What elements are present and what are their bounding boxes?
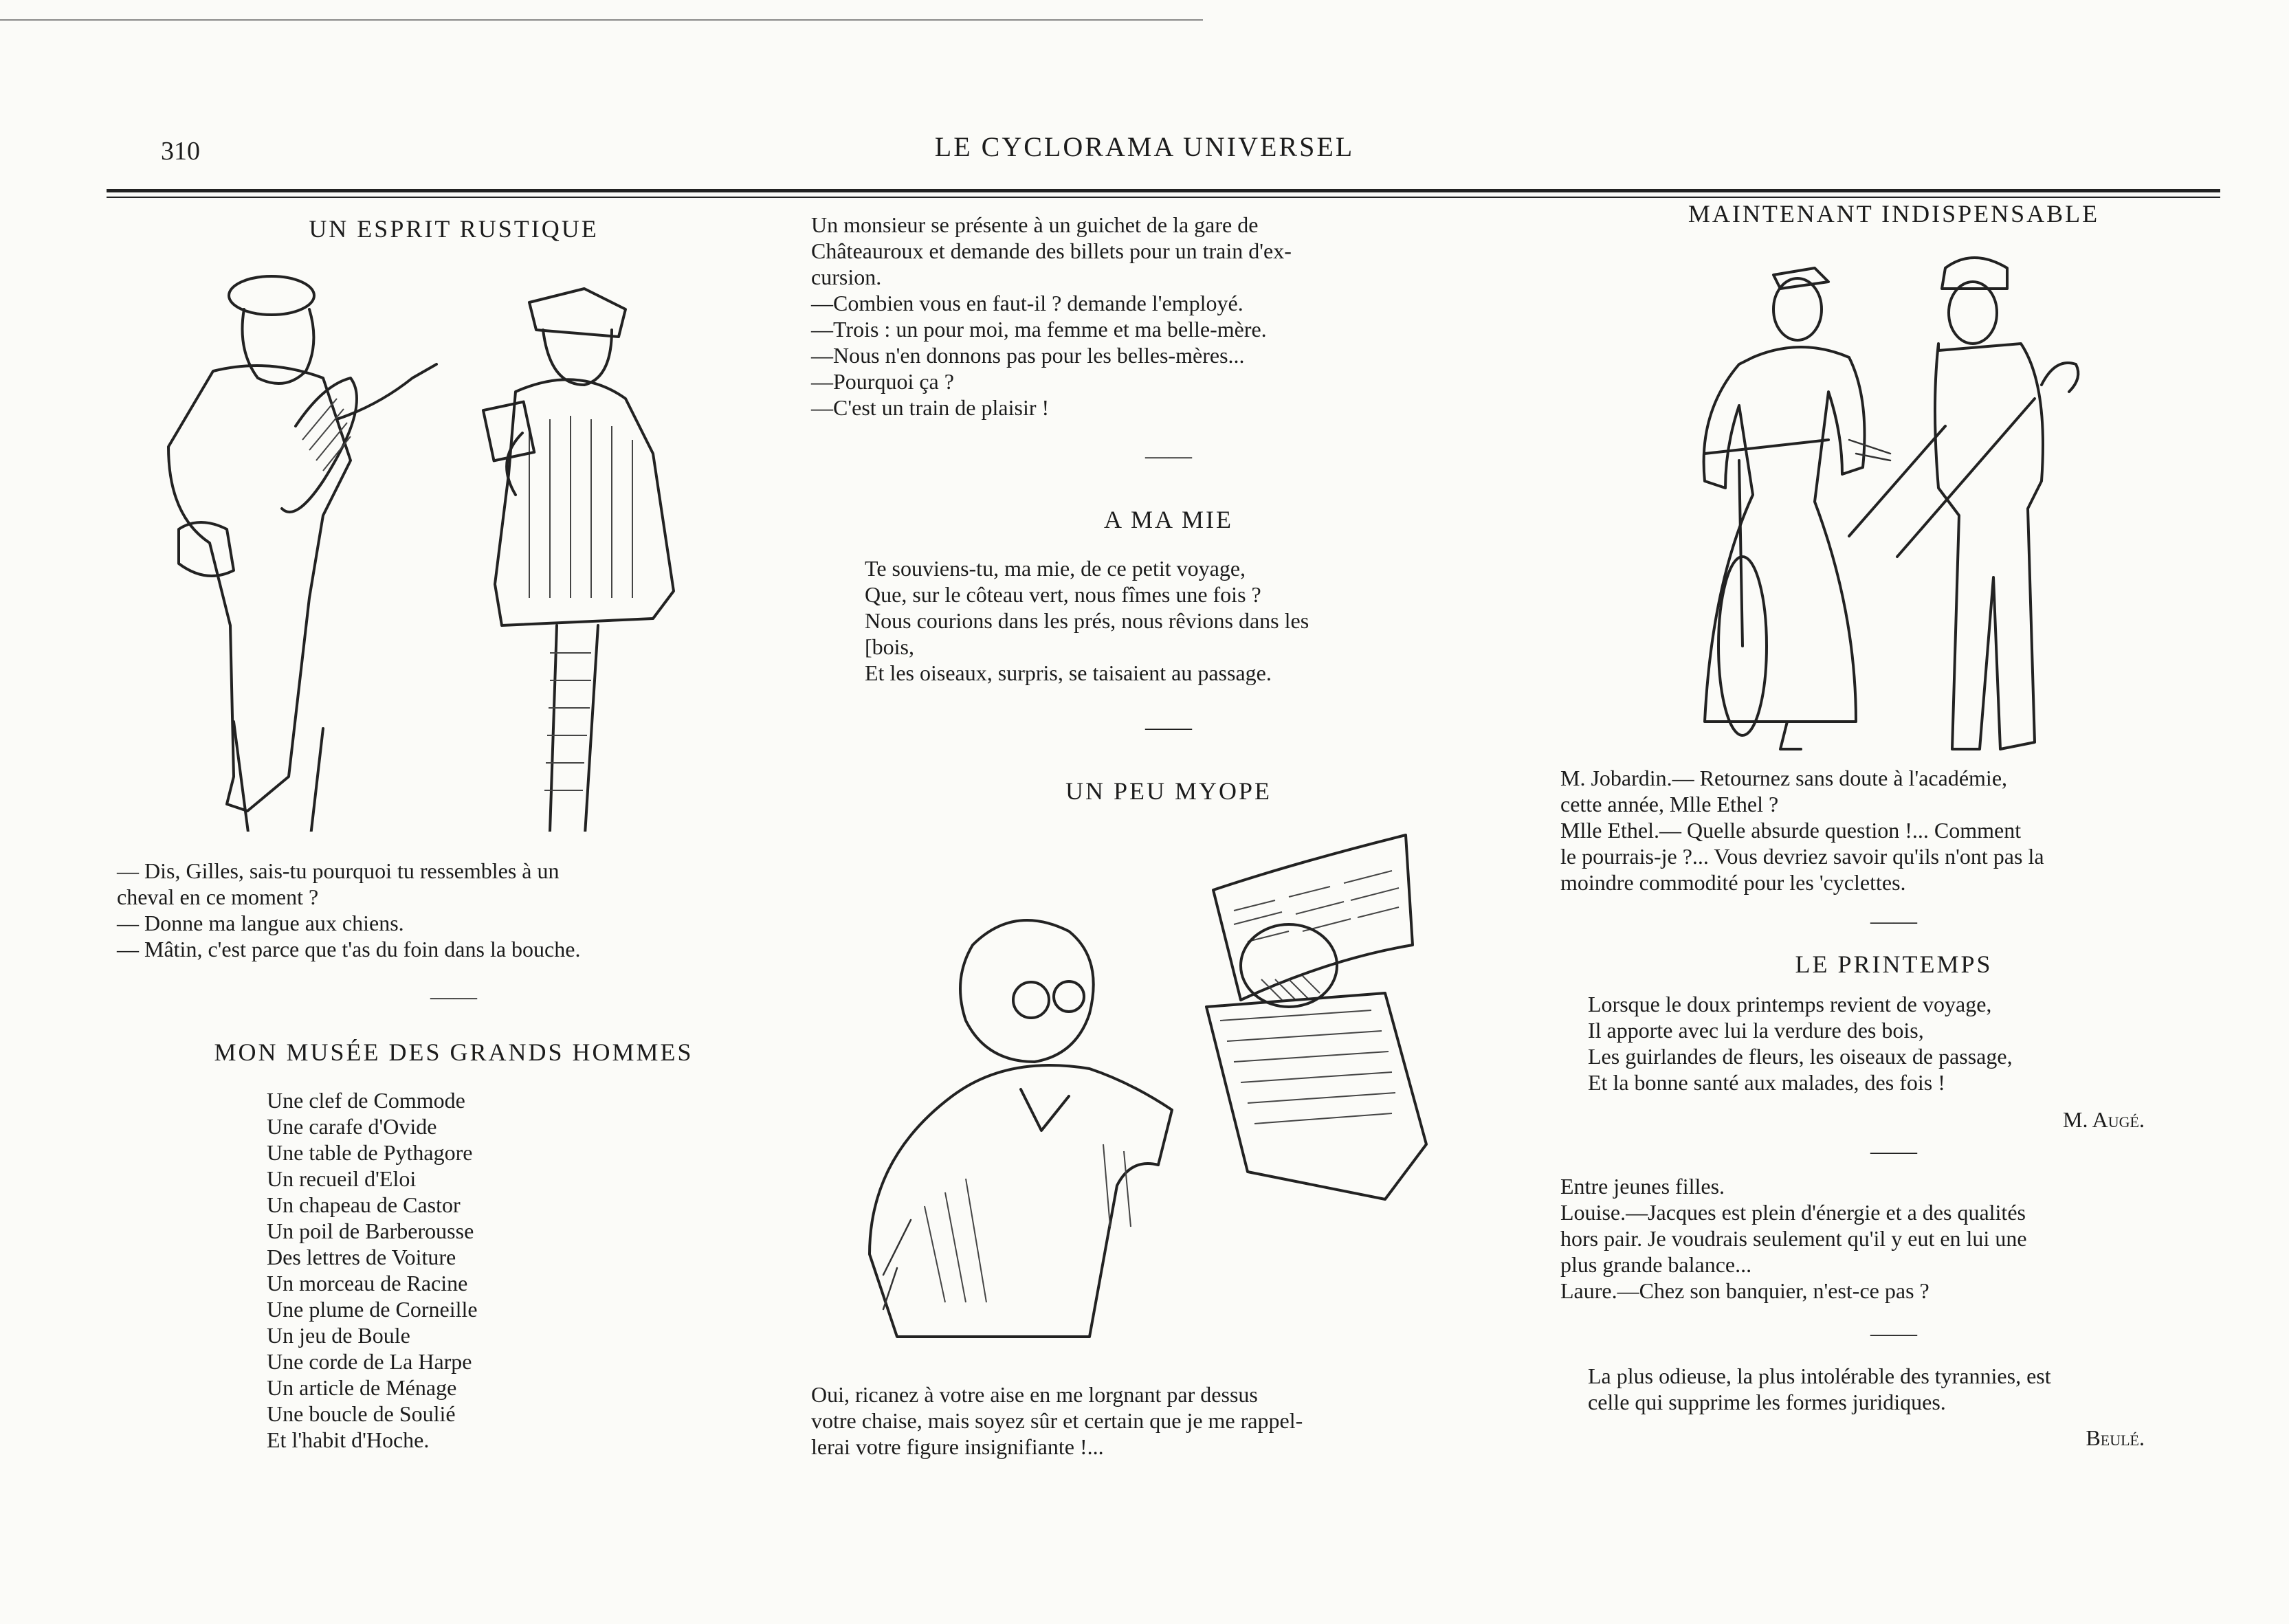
separator: ——	[1145, 715, 1192, 740]
list-item: Une corde de La Harpe	[267, 1349, 472, 1374]
list-item: Un poil de Barberousse	[267, 1219, 474, 1243]
heading-maintenant-indispensable: MAINTENANT INDISPENSABLE	[1688, 200, 2100, 227]
separator: ——	[1145, 443, 1192, 469]
header-rule-thin	[107, 197, 2220, 198]
list-item: Une boucle de Soulié	[267, 1401, 456, 1426]
header-rule-thick	[107, 189, 2220, 192]
dialogue-jobardin: M. Jobardin.— Retournez sans doute à l'académie, cette année, Mlle Ethel ? Mlle Ethel.— Quelle absurde question !... Comment le pourrais-je ?... Vous devriez savoir qu'ils n'ont pas la moindre commodité pour les 'cyclettes.	[1560, 766, 2044, 895]
signature-beule: Beulé.	[2086, 1425, 2145, 1450]
heading-mon-musee: MON MUSÉE DES GRANDS HOMMES	[214, 1038, 694, 1066]
poem-le-printemps: Lorsque le doux printemps revient de voyage, Il apporte avec lui la verdure des bois, Les guirlandes de fleurs, les oiseaux de passage, Et la bonne santé aux malades, des fois !	[1588, 992, 2013, 1095]
quote-tyrannies: La plus odieuse, la plus intolérable des tyrannies, est celle qui supprime les formes juridiques.	[1588, 1364, 2051, 1414]
signature-auge: M. Augé.	[2062, 1107, 2145, 1132]
list-item: Un recueil d'Eloi	[267, 1166, 417, 1191]
list-item: Et l'habit d'Hoche.	[267, 1427, 430, 1452]
list-item: Une clef de Commode	[267, 1088, 465, 1113]
separator: ——	[1870, 1321, 1917, 1346]
poem-body: Te souviens-tu, ma mie, de ce petit voyage, Que, sur le côteau vert, nous fîmes une fois ? Nous courions dans les prés, nous rêvions dans les [bois, Et les oiseaux, surpris, se taisaient au passage.	[865, 556, 1309, 685]
list-item: Un article de Ménage	[267, 1375, 457, 1400]
illustration-two-men	[131, 254, 784, 832]
page-number: 310	[161, 137, 200, 166]
top-edge-line	[0, 19, 1203, 21]
list-item: Une carafe d'Ovide	[267, 1114, 437, 1139]
dialogue-entre-jeunes-filles: Entre jeunes filles. Louise.—Jacques est plein d'énergie et a des qualités hors pair. Je voudrais seulement qu'il y eut en lui une plus grande balance... Laure.—Chez son banquier, n'est-ce pas ?	[1560, 1174, 2027, 1303]
musee-list	[267, 1087, 478, 1453]
separator: ——	[1870, 909, 1917, 934]
list-item: Un jeu de Boule	[267, 1323, 410, 1348]
list-item: Une plume de Corneille	[267, 1297, 478, 1322]
heading-le-printemps: LE PRINTEMPS	[1795, 950, 1993, 978]
heading-a-ma-mie: A MA MIE	[1103, 506, 1234, 533]
dialogue-gilles: — Dis, Gilles, sais-tu pourquoi tu ressembles à un cheval en ce moment ? — Donne ma langue aux chiens. — Mâtin, c'est parce que t'as du foin dans la bouche.	[117, 858, 581, 961]
list-item: Un chapeau de Castor	[267, 1192, 461, 1217]
heading-un-esprit-rustique: UN ESPRIT RUSTIQUE	[309, 215, 599, 243]
caption-myope: Oui, ricanez à votre aise en me lorgnant par dessus votre chaise, mais soyez sûr et certain que je me rappel- lerai votre figure insignifiante !...	[811, 1382, 1303, 1459]
heading-un-peu-myope: UN PEU MYOPE	[1065, 777, 1272, 805]
story-guichet: Un monsieur se présente à un guichet de la gare de Châteauroux et demande des billets pour un train d'ex- cursion. —Combien vous en faut-il ? demande l'employé. —Trois : un pour moi, ma femme et ma belle-mère. —Nous n'en donnons pas pour les belles-mères... —Pourquoi ça ? —C'est un train de plaisir !	[811, 212, 1292, 420]
list-item: Une table de Pythagore	[267, 1140, 473, 1165]
poem-a-ma-mie	[865, 555, 1511, 686]
list-item: Un morceau de Racine	[267, 1271, 468, 1295]
illustration-cyclist-couple	[1650, 247, 2145, 763]
page-title: LE CYCLORAMA UNIVERSEL	[934, 131, 1355, 162]
separator: ——	[430, 984, 477, 1010]
illustration-man-newspaper	[863, 821, 1509, 1357]
separator: ——	[1870, 1139, 1917, 1164]
list-item: Des lettres de Voiture	[267, 1245, 456, 1269]
